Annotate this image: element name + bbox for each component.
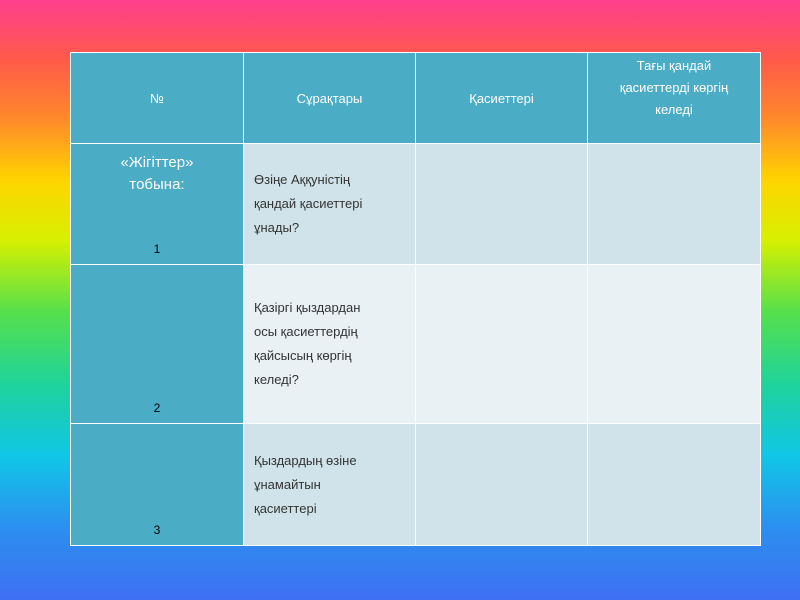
header-more-properties	[588, 53, 761, 144]
question-line: қандай қасиеттері	[254, 196, 363, 211]
header-more-line-2: қасиеттерді көргің	[619, 80, 729, 95]
header-number: №	[71, 53, 244, 144]
header-more-line-1: Тағы қандай	[636, 58, 712, 73]
row-number-cell	[71, 265, 244, 424]
question-line: Өзіңе Аққуністің	[254, 172, 351, 187]
row-number-cell	[71, 144, 244, 265]
table-header-row	[71, 53, 761, 144]
row-number-cell	[71, 424, 244, 546]
table-row	[71, 424, 761, 546]
question-cell	[244, 424, 416, 546]
question-line: келеді?	[254, 372, 299, 387]
group-title	[71, 152, 243, 196]
row-number: 2	[153, 401, 161, 415]
header-more-line-3: келеді	[655, 102, 693, 117]
header-properties: Қасиеттері	[416, 53, 588, 144]
question-cell	[244, 144, 416, 265]
more-properties-cell	[588, 424, 761, 546]
question-line: ұнамайтын	[254, 476, 321, 492]
properties-cell	[416, 265, 588, 424]
question-line: қайсысың көргің	[254, 348, 352, 363]
more-properties-cell	[588, 265, 761, 424]
question-line: қасиеттері	[254, 500, 317, 516]
question-cell	[244, 265, 416, 424]
header-questions: Сұрақтары	[244, 53, 416, 144]
group-title-line-2: тобына:	[129, 176, 185, 193]
table-row	[71, 144, 761, 265]
table-row	[71, 265, 761, 424]
questions-table	[70, 52, 761, 546]
question-line: осы қасиеттердің	[254, 324, 358, 339]
row-number: 3	[153, 523, 161, 537]
question-line: ұнады?	[254, 220, 300, 235]
group-title-line-1: «Жігіттер»	[120, 154, 194, 171]
properties-cell	[416, 424, 588, 546]
question-line: Қыздардың өзіне	[254, 452, 357, 468]
more-properties-cell	[588, 144, 761, 265]
row-number: 1	[153, 242, 161, 256]
properties-cell	[416, 144, 588, 265]
question-line: Қазіргі қыздардан	[254, 300, 361, 315]
